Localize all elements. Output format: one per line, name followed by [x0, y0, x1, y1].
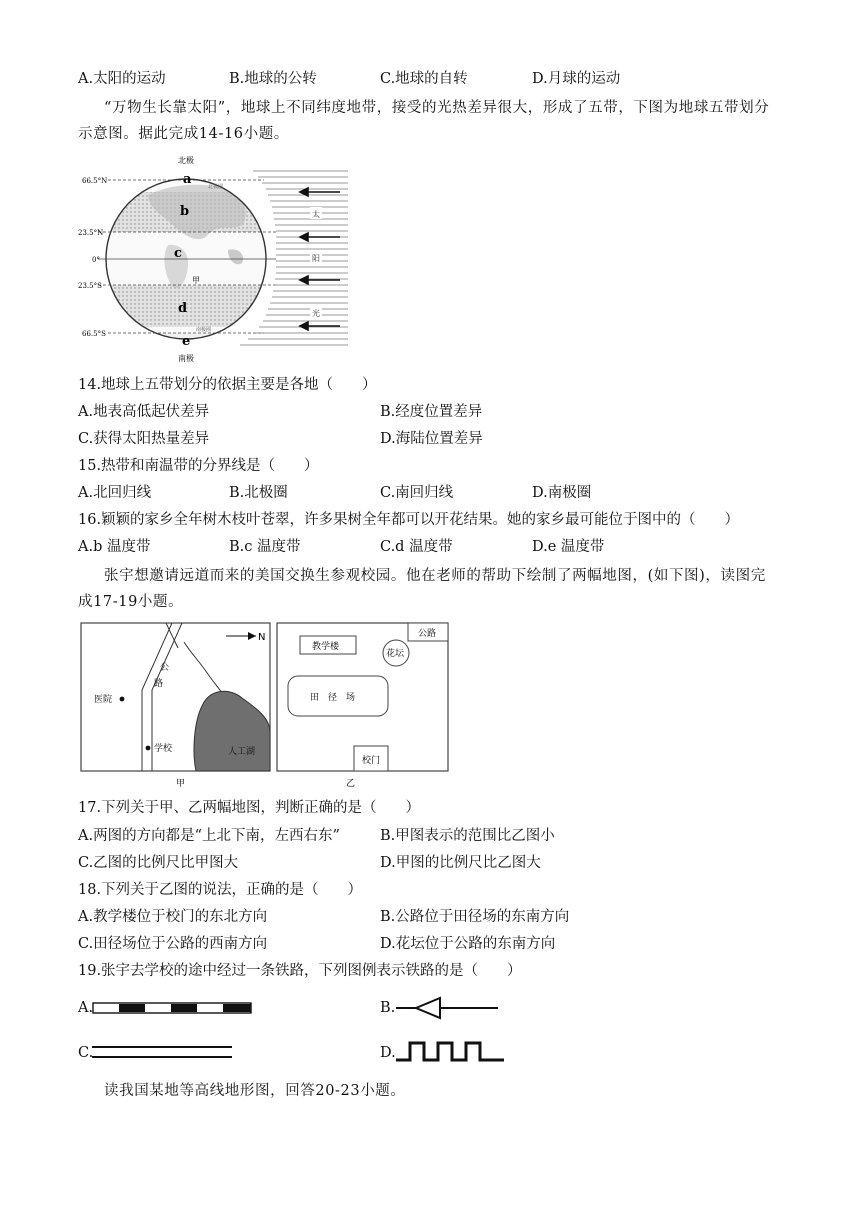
- lat-label: 0°: [92, 256, 100, 264]
- option-c: C.田径场位于公路的西南方向: [78, 936, 268, 952]
- hospital-dot: [120, 697, 125, 702]
- option-c: C.南回归线: [380, 485, 454, 501]
- sun-char: 阳: [312, 254, 320, 263]
- option-d: D.: [380, 1045, 396, 1061]
- building-label: 教学楼: [312, 642, 340, 652]
- option-c: C.d 温度带: [380, 539, 453, 555]
- track-label: 田 径 场: [310, 693, 356, 703]
- option-b: B.c 温度带: [229, 539, 301, 555]
- question-18: 18.下列关于乙图的说法，正确的是（ ）: [78, 882, 363, 898]
- school-label: 学校: [154, 744, 173, 754]
- zone-label-c: c: [174, 246, 182, 261]
- legend-arrow-symbol: [394, 995, 502, 1021]
- intro-paragraph: “万物生长靠太阳”，地球上不同纬度地带，接受的光热差异很大，形成了五带，下图为地球五带划分: [104, 100, 770, 116]
- map-yi: [276, 622, 452, 790]
- arctic-circle-label: 北极圈: [208, 184, 224, 190]
- lat-label: 66.5°S: [82, 330, 106, 338]
- south-pole-label: 南极: [178, 354, 194, 363]
- map-caption: 甲: [176, 779, 186, 789]
- map-jia: [80, 622, 272, 790]
- intro-paragraph: 张宇想邀请远道而来的美国交换生参观校园。他在老师的帮助下绘制了两幅地图，(如下图)，读图完: [104, 568, 766, 584]
- question-15: 15.热带和南温带的分界线是（ ）: [78, 458, 319, 474]
- option-b: B.: [380, 1000, 396, 1016]
- option-c: C.乙图的比例尺比甲图大: [78, 855, 239, 871]
- option-d: D.花坛位于公路的东南方向: [380, 936, 556, 952]
- question-16: 16.颖颖的家乡全年树木枝叶苍翠，许多果树全年都可以开花结果。她的家乡最可能位于图中的（ ）: [78, 512, 740, 528]
- zone-label-b: b: [180, 204, 190, 219]
- road-label: 公路: [418, 629, 437, 639]
- legend-wall-symbol: [394, 1040, 506, 1062]
- option-a: A.b 温度带: [78, 539, 151, 555]
- option-a: A.教学楼位于校门的东北方向: [78, 909, 268, 925]
- school-dot: [146, 746, 151, 751]
- zone-label-d: d: [178, 301, 188, 316]
- option-d: D.海陆位置差异: [380, 431, 483, 447]
- option-c: C.获得太阳热量差异: [78, 431, 210, 447]
- zone-label-e: e: [182, 334, 191, 349]
- option-d: D.甲图的比例尺比乙图大: [380, 855, 541, 871]
- intro-paragraph: 读我国某地等高线地形图，回答20-23小题。: [104, 1083, 406, 1099]
- jia-label: 甲: [192, 276, 200, 285]
- option-d: D.月球的运动: [532, 71, 621, 87]
- question-19: 19.张宇去学校的途中经过一条铁路，下列图例表示铁路的是（ ）: [78, 963, 522, 979]
- flower-label: 花坛: [386, 649, 405, 659]
- road-label: 路: [154, 679, 164, 689]
- lat-label: 66.5°N: [82, 177, 108, 185]
- north-pole-label: 北极: [178, 156, 194, 165]
- option-d: D.南极圈: [532, 485, 592, 501]
- antarctic-circle-label: 南极圈: [196, 327, 212, 333]
- option-d: D.e 温度带: [532, 539, 605, 555]
- hospital-label: 医院: [94, 695, 113, 705]
- intro-paragraph: 成17-19小题。: [78, 594, 184, 610]
- option-a: A.: [78, 1000, 94, 1016]
- option-a: A.两图的方向都是“上北下南，左西右东”: [78, 828, 340, 844]
- zone-label-a: a: [183, 172, 192, 187]
- question-17: 17.下列关于甲、乙两幅地图，判断正确的是（ ）: [78, 800, 421, 816]
- option-c: C.地球的自转: [380, 71, 468, 87]
- map-caption: 乙: [346, 779, 356, 789]
- sun-char: 光: [312, 309, 320, 318]
- option-a: A.地表高低起伏差异: [78, 404, 210, 420]
- sun-char: 太: [312, 210, 320, 219]
- road-label: 公: [160, 663, 170, 673]
- question-14: 14.地球上五带划分的依据主要是各地（ ）: [78, 377, 377, 393]
- lake-label: 人工湖: [228, 747, 256, 757]
- option-c: C.: [78, 1045, 94, 1061]
- north-label: N: [258, 632, 266, 643]
- option-b: B.经度位置差异: [380, 404, 483, 420]
- intro-paragraph: 示意图。据此完成14-16小题。: [78, 126, 289, 142]
- option-b: B.公路位于田径场的东南方向: [380, 909, 570, 925]
- legend-double-line-symbol: [92, 1044, 234, 1060]
- earth-five-zones-figure: [78, 155, 358, 367]
- option-b: B.地球的公转: [229, 71, 317, 87]
- legend-railway-symbol: [92, 1001, 254, 1015]
- lat-label: 23.5°N: [78, 229, 104, 237]
- option-a: A.北回归线: [78, 485, 152, 501]
- lat-label: 23.5°S: [78, 282, 102, 290]
- option-b: B.北极圈: [229, 485, 288, 501]
- option-a: A.太阳的运动: [78, 71, 166, 87]
- gate-label: 校门: [362, 756, 381, 766]
- option-b: B.甲图表示的范围比乙图小: [380, 828, 555, 844]
